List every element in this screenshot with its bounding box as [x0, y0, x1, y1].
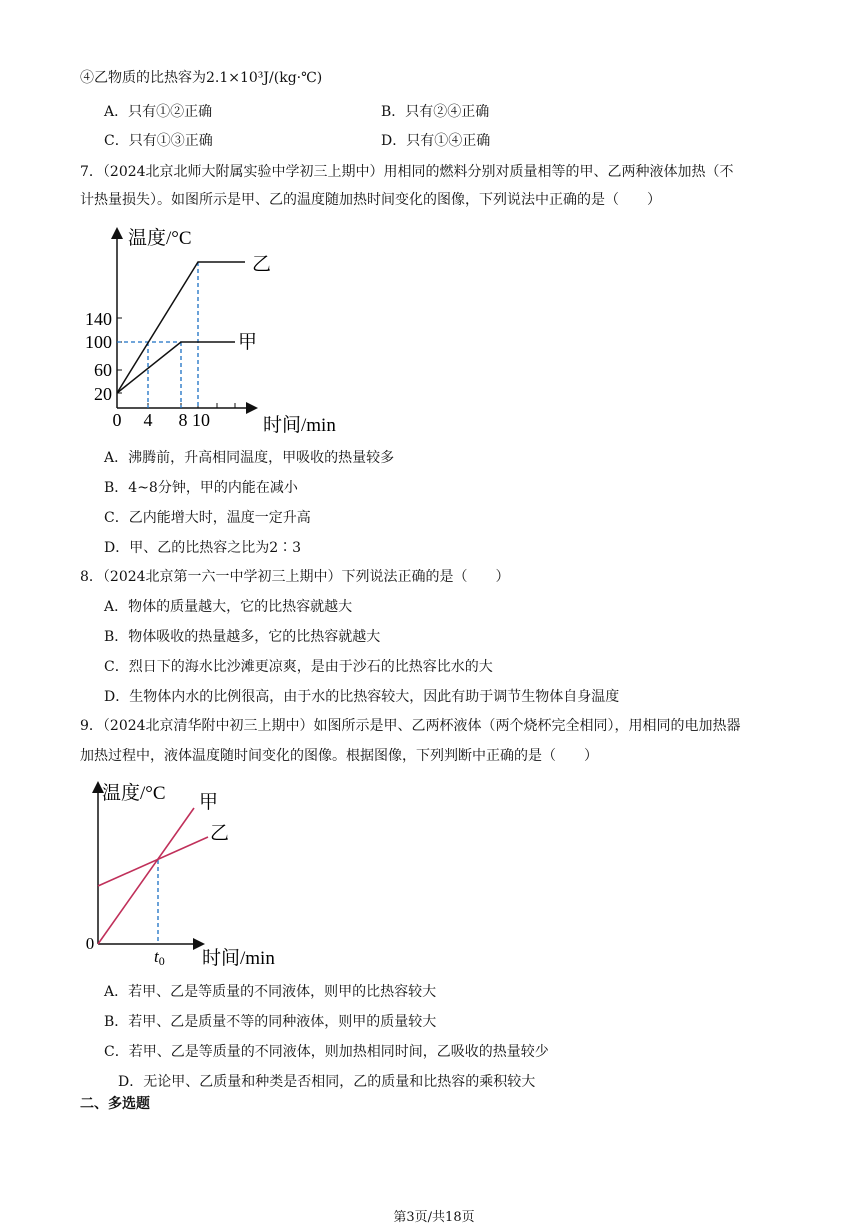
q9-option-b[interactable]: B．若甲、乙是质量不等的同种液体，则甲的质量较大	[104, 1014, 437, 1030]
q7-y-axis-label: 温度/°C	[128, 228, 192, 249]
q7-option-d[interactable]: D．甲、乙的比热容之比为2∶3	[104, 540, 302, 556]
q8-option-d[interactable]: D．生物体内水的比例很高，由于水的比热容较大，因此有助于调节生物体自身温度	[104, 689, 620, 705]
q8-option-a[interactable]: A．物体的质量越大，它的比热容就越大	[104, 599, 353, 615]
q7-stem-line2: 计热量损失）。如图所示是甲、乙的温度随加热时间变化的图像，下列说法中正确的是（ ）	[80, 192, 661, 208]
q9-x-axis-label: 时间/min	[202, 948, 275, 969]
q8-option-c[interactable]: C．烈日下的海水比沙滩更凉爽，是由于沙石的比热容比水的大	[104, 659, 493, 675]
q9-y-axis-label: 温度/°C	[102, 783, 166, 804]
q7-stem-line1: 7．（2024北京北师大附属实验中学初三上期中）用相同的燃料分别对质量相等的甲、乙两种液体加热（不	[80, 164, 734, 180]
q9-chart	[80, 778, 300, 974]
q9-origin-label: 0	[85, 934, 95, 953]
q7-ytick-100: 100	[85, 332, 112, 352]
q9-stem-line1: 9．（2024北京清华附中初三上期中）如图所示是甲、乙两杯液体（两个烧杯完全相同），用相同的电加热器	[80, 718, 741, 734]
q7-ytick-20: 20	[94, 384, 112, 404]
q7-option-a[interactable]: A．沸腾前，升高相同温度，甲吸收的热量较多	[104, 450, 395, 466]
q7-xtick-10: 10	[192, 410, 210, 430]
q6-statement-4: ④乙物质的比热容为2.1×10³J/(kg·℃)	[80, 70, 323, 86]
section-heading-multiple-choice: 二、多选题	[80, 1096, 150, 1112]
q9-series-jia-line	[98, 808, 194, 944]
page-footer: 第3页/共18页	[393, 1210, 475, 1225]
q6-option-d[interactable]: D．只有①④正确	[381, 133, 491, 149]
q9-series-label-yi: 乙	[210, 823, 230, 844]
q6-option-c[interactable]: C．只有①③正确	[104, 133, 213, 149]
q7-ytick-140: 140	[85, 309, 112, 329]
q9-series-label-jia: 甲	[199, 792, 219, 813]
q6-option-a[interactable]: A．只有①②正确	[104, 104, 213, 120]
q8-option-b[interactable]: B．物体吸收的热量越多，它的比热容就越大	[104, 629, 381, 645]
q7-xtick-0: 0	[112, 410, 122, 430]
q9-stem-line2: 加热过程中，液体温度随时间变化的图像。根据图像，下列判断中正确的是（ ）	[80, 748, 598, 764]
q9-t0-letter: t	[154, 947, 159, 966]
q6-option-b[interactable]: B．只有②④正确	[381, 104, 490, 120]
q9-series-yi-line	[98, 837, 208, 886]
q7-option-b[interactable]: B．4~8分钟，甲的内能在减小	[104, 480, 298, 496]
q7-series-jia-line	[117, 342, 235, 393]
q9-option-c[interactable]: C．若甲、乙是等质量的不同液体，则加热相同时间，乙吸收的热量较少	[104, 1044, 549, 1060]
q7-series-label-jia: 甲	[238, 332, 258, 353]
q7-x-axis-label: 时间/min	[263, 415, 336, 436]
q9-option-a[interactable]: A．若甲、乙是等质量的不同液体，则甲的比热容较大	[104, 984, 437, 1000]
q7-chart	[75, 222, 365, 440]
q7-xtick-4: 4	[143, 410, 153, 430]
q8-stem: 8．（2024北京第一六一中学初三上期中）下列说法正确的是（ ）	[80, 569, 510, 585]
q7-xtick-8: 8	[178, 410, 188, 430]
q9-t0-subscript: 0	[158, 954, 165, 968]
q7-ytick-60: 60	[94, 360, 112, 380]
q7-option-c[interactable]: C．乙内能增大时，温度一定升高	[104, 510, 311, 526]
q7-series-label-yi: 乙	[252, 254, 272, 275]
q9-t0-label	[154, 947, 165, 968]
q9-option-d[interactable]: D．无论甲、乙质量和种类是否相同，乙的质量和比热容的乘积较大	[118, 1074, 536, 1090]
